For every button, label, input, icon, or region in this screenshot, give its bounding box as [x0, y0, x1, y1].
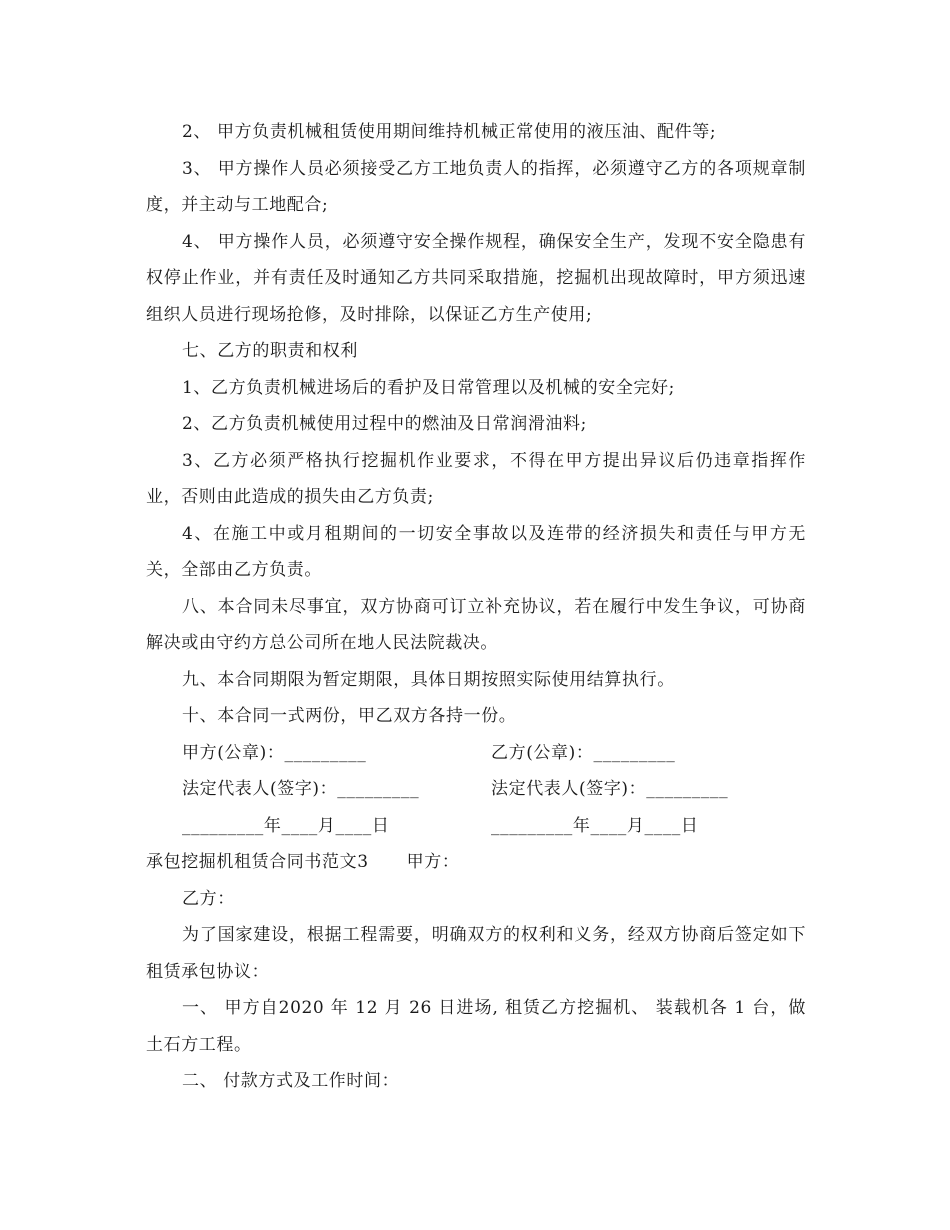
- party-a-date: _________年____月____日: [182, 815, 390, 836]
- clause-b-4: 4、在施工中或月租期间的一切安全事故以及连带的经济损失和责任与甲方无关，全部由乙方负责。: [146, 523, 806, 580]
- party-b-date: _________年____月____日: [491, 815, 699, 836]
- clause-a-3: 3、 甲方操作人员必须接受乙方工地负责人的指挥，必须遵守乙方的各项规章制度，并主动与工地配合;: [146, 158, 806, 215]
- signature-row-rep: [146, 771, 806, 808]
- signature-row-date: [146, 808, 806, 845]
- party-a-rep: 法定代表人(签字)：_________: [182, 779, 420, 799]
- section-8: 八、本合同未尽事宜，双方协商可订立补充协议，若在履行中发生争议，可协商解决或由守约方总公司所在地人民法院裁决。: [146, 596, 806, 653]
- clause-b-3: 3、乙方必须严格执行挖掘机作业要求，不得在甲方提出异议后仍违章指挥作业，否则由此造成的损失由乙方负责;: [146, 450, 806, 507]
- clause-a-2: 2、 甲方负责机械租赁使用期间维持机械正常使用的液压油、配件等;: [182, 122, 717, 142]
- article-1: 一、 甲方自2020 年 12 月 26 日进场, 租赁乙方挖掘机、 装载机各 1 台，做土石方工程。: [146, 998, 806, 1055]
- clause-a-4: 4、 甲方操作人员，必须遵守安全操作规程，确保安全生产，发现不安全隐患有权停止作业，并有责任及时通知乙方共同采取措施，挖掘机出现故障时，甲方须迅速组织人员进行现场抢修，及时排除，以保证乙方生产使用;: [146, 231, 806, 325]
- intro-paragraph: 为了国家建设，根据工程需要，明确双方的权利和义务，经双方协商后签定如下租赁承包协议：: [146, 925, 806, 982]
- section-9: 九、本合同期限为暂定期限，具体日期按照实际使用结算执行。: [182, 669, 675, 690]
- section-title-line: [146, 844, 806, 881]
- section-10: 十、本合同一式两份，甲乙双方各持一份。: [182, 706, 517, 726]
- party-a-label: 甲方：: [406, 852, 460, 872]
- party-b-seal: 乙方(公章)：_________: [491, 742, 676, 763]
- document-body: [146, 114, 806, 1100]
- clause-b-2: 2、乙方负责机械使用过程中的燃油及日常润滑油料;: [182, 414, 587, 434]
- party-b-label: 乙方：: [182, 888, 235, 909]
- clause-b-1: 1、乙方负责机械进场后的看护及日常管理以及机械的安全完好;: [182, 377, 675, 398]
- party-b-rep: 法定代表人(签字)：_________: [491, 779, 729, 799]
- signature-row-seal: [146, 735, 806, 772]
- section-title: 承包挖掘机租赁合同书范文3: [146, 852, 369, 872]
- section-heading-7: 七、乙方的职责和权利: [182, 341, 358, 361]
- article-2: 二、 付款方式及工作时间：: [182, 1071, 400, 1091]
- party-a-seal: 甲方(公章)：_________: [182, 742, 367, 763]
